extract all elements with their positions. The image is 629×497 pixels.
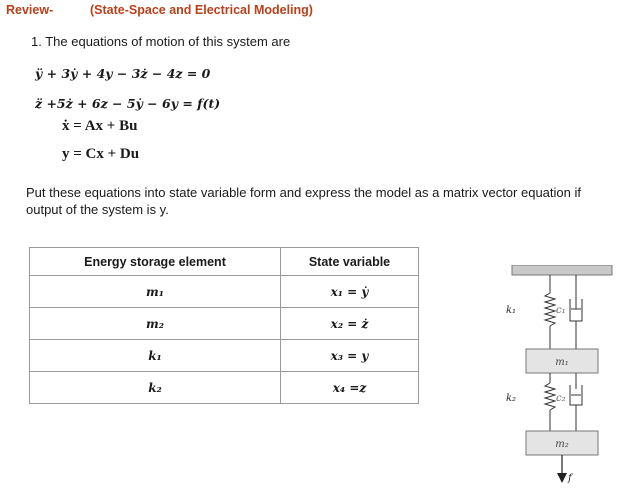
- output-equation: y = Cx + Du: [62, 146, 140, 162]
- m1-label: m₁: [555, 357, 569, 368]
- header-state-variable: State variable: [281, 248, 419, 276]
- mass-spring-damper-diagram: [500, 265, 625, 490]
- table-header-row: [30, 248, 419, 276]
- spring-k2: [545, 373, 555, 431]
- table-cell: x₁ = ẏ: [281, 276, 419, 308]
- table-row: [30, 372, 419, 404]
- ceiling-support: [512, 265, 612, 275]
- table-row: [30, 276, 419, 308]
- table-cell: k₂: [30, 372, 281, 404]
- header-energy-element: Energy storage element: [30, 248, 281, 276]
- spring-k1: [545, 275, 555, 349]
- k2-label: k₂: [506, 393, 517, 404]
- table-cell: x₂ = ż: [281, 308, 419, 340]
- table-row: [30, 340, 419, 372]
- table-cell: x₄ =z: [281, 372, 419, 404]
- m2-label: m₂: [555, 439, 569, 450]
- table-cell: m₁: [30, 276, 281, 308]
- table-cell: k₁: [30, 340, 281, 372]
- k1-label: k₁: [506, 305, 517, 316]
- damper-c1: [570, 275, 582, 349]
- table-cell: x₃ = y: [281, 340, 419, 372]
- damper-c2: [570, 373, 582, 431]
- section-subtitle: (State-Space and Electrical Modeling): [90, 3, 313, 17]
- question-intro: 1. The equations of motion of this system are: [31, 34, 291, 49]
- table-row: [30, 308, 419, 340]
- table-cell: m₂: [30, 308, 281, 340]
- force-label: f: [568, 473, 572, 484]
- c2-label: c₂: [556, 393, 566, 404]
- state-equation: ẋ = Ax + Bu: [62, 118, 138, 134]
- state-variable-table: [29, 247, 419, 404]
- c1-label: c₁: [556, 305, 566, 316]
- force-arrow: [557, 455, 567, 483]
- equation-2: z̈ +5ż + 6z − 5ẏ − 6y = f(t): [35, 96, 221, 111]
- equation-1: ÿ + 3ẏ + 4y − 3ż − 4z = 0: [35, 66, 211, 81]
- instruction-text: Put these equations into state variable form and express the model as a matrix vector equation if output of the system is y.: [26, 185, 581, 217]
- review-label: Review-: [6, 3, 54, 17]
